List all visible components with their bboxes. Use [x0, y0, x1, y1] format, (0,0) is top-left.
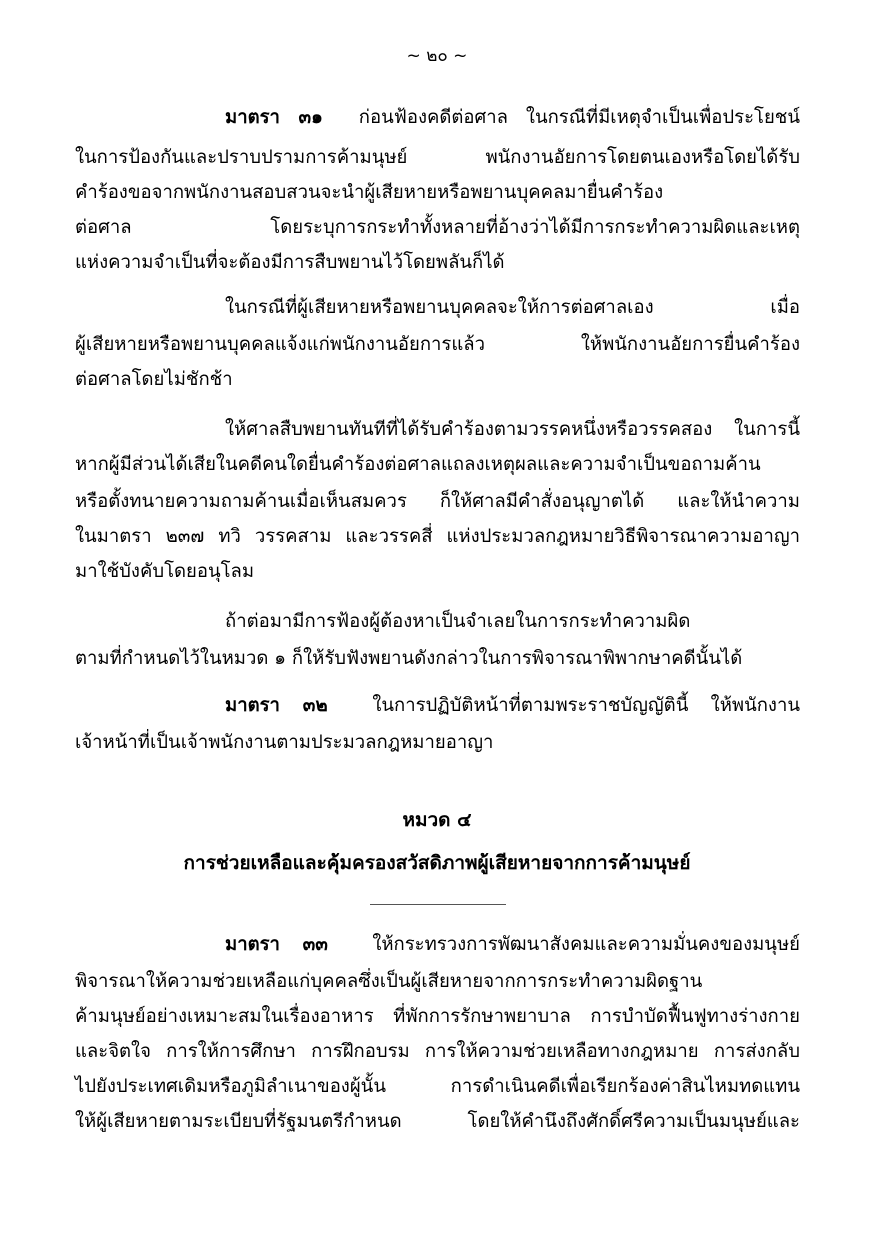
chapter-title: การช่วยเหลือและคุ้มครองสวัสดิภาพผู้เสียหายจากการค้ามนุษย์	[183, 852, 691, 874]
page-number: ~ ๒๐ ~	[406, 46, 468, 66]
section-31-line-5: แห่งความจำเป็นที่จะต้องมีการสืบพยานไว้โดยพลันก็ได้	[75, 252, 505, 273]
chapter-number: หมวด ๔	[402, 809, 472, 831]
para-3-line-1: ให้ศาลสืบพยานทันทีที่ได้รับคำร้องตามวรรคหนึ่งหรือวรรคสอง ในการนี้	[225, 419, 800, 440]
section-31-label: มาตรา ๓๑	[225, 107, 323, 128]
para-3-line-3: หรือตั้งทนายความถามค้านเมื่อเห็นสมควร ก็ให้ศาลมีคำสั่งอนุญาตได้ และให้นำความ	[75, 491, 800, 512]
section-31-line-4: ต่อศาล โดยระบุการกระทำทั้งหลายที่อ้างว่าได้มีการกระทำความผิดและเหตุ	[75, 217, 800, 238]
section-31-line-2: ในการป้องกันและปราบปรามการค้ามนุษย์ พนักงานอัยการโดยตนเองหรือโดยได้รับ	[75, 147, 800, 168]
section-31-line-3: คำร้องขอจากพนักงานสอบสวนจะนำผู้เสียหายหรือพยานบุคคลมายื่นคำร้อง	[75, 182, 664, 203]
para-3-line-4: ในมาตรา ๒๓๗ ทวิ วรรคสาม และวรรคสี่ แห่งประมวลกฎหมายวิธีพิจารณาความอาญา	[75, 526, 800, 547]
chapter-divider	[370, 904, 506, 905]
para-4-line-2: ตามที่กำหนดไว้ในหมวด ๑ ก็ให้รับฟังพยานดังกล่าวในการพิจารณาพิพากษาคดีนั้นได้	[75, 648, 743, 669]
section-32-label: มาตรา ๓๒	[225, 695, 328, 716]
section-31-line-1: มาตรา ๓๑ ก่อนฟ้องคดีต่อศาล ในกรณีที่มีเหตุจำเป็นเพื่อประโยชน์	[225, 107, 800, 128]
para-3-line-2: หากผู้มีส่วนได้เสียในคดีคนใดยื่นคำร้องต่อศาลแถลงเหตุผลและความจำเป็นขอถามค้าน	[75, 454, 761, 475]
para-2-line-3: ต่อศาลโดยไม่ชักช้า	[75, 369, 233, 390]
section-33-line-5: ไปยังประเทศเดิมหรือภูมิลำเนาของผู้นั้น การดำเนินคดีเพื่อเรียกร้องค่าสินไหมทดแทน	[75, 1076, 800, 1097]
section-33-line-6: ให้ผู้เสียหายตามระเบียบที่รัฐมนตรีกำหนด โดยให้คำนึงถึงศักดิ์ศรีความเป็นมนุษย์และ	[75, 1111, 800, 1132]
para-3-line-5: มาใช้บังคับโดยอนุโลม	[75, 561, 255, 582]
section-33-line-2: พิจารณาให้ความช่วยเหลือแก่บุคคลซึ่งเป็นผู้เสียหายจากการกระทำความผิดฐาน	[75, 971, 703, 992]
section-33-line-4: และจิตใจ การให้การศึกษา การฝึกอบรม การให้ความช่วยเหลือทางกฎหมาย การส่งกลับ	[75, 1041, 800, 1062]
section-33-label: มาตรา ๓๓	[225, 934, 328, 955]
para-4-line-1: ถ้าต่อมามีการฟ้องผู้ต้องหาเป็นจำเลยในการกระทำความผิด	[225, 611, 691, 632]
para-2-line-1: ในกรณีที่ผู้เสียหายหรือพยานบุคคลจะให้การต่อศาลเอง เมื่อ	[225, 297, 800, 318]
section-32-line-1: มาตรา ๓๒ ในการปฏิบัติหน้าที่ตามพระราชบัญญัตินี้ ให้พนักงาน	[225, 695, 800, 716]
para-2-line-2: ผู้เสียหายหรือพยานบุคคลแจ้งแก่พนักงานอัยการแล้ว ให้พนักงานอัยการยื่นคำร้อง	[75, 334, 800, 355]
section-33-line-1: มาตรา ๓๓ ให้กระทรวงการพัฒนาสังคมและความมั่นคงของมนุษย์	[225, 934, 800, 955]
section-33-line-3: ค้ามนุษย์อย่างเหมาะสมในเรื่องอาหาร ที่พักการรักษาพยาบาล การบำบัดฟื้นฟูทางร่างกาย	[75, 1006, 800, 1027]
section-32-line-2: เจ้าหน้าที่เป็นเจ้าพนักงานตามประมวลกฎหมายอาญา	[75, 732, 494, 753]
